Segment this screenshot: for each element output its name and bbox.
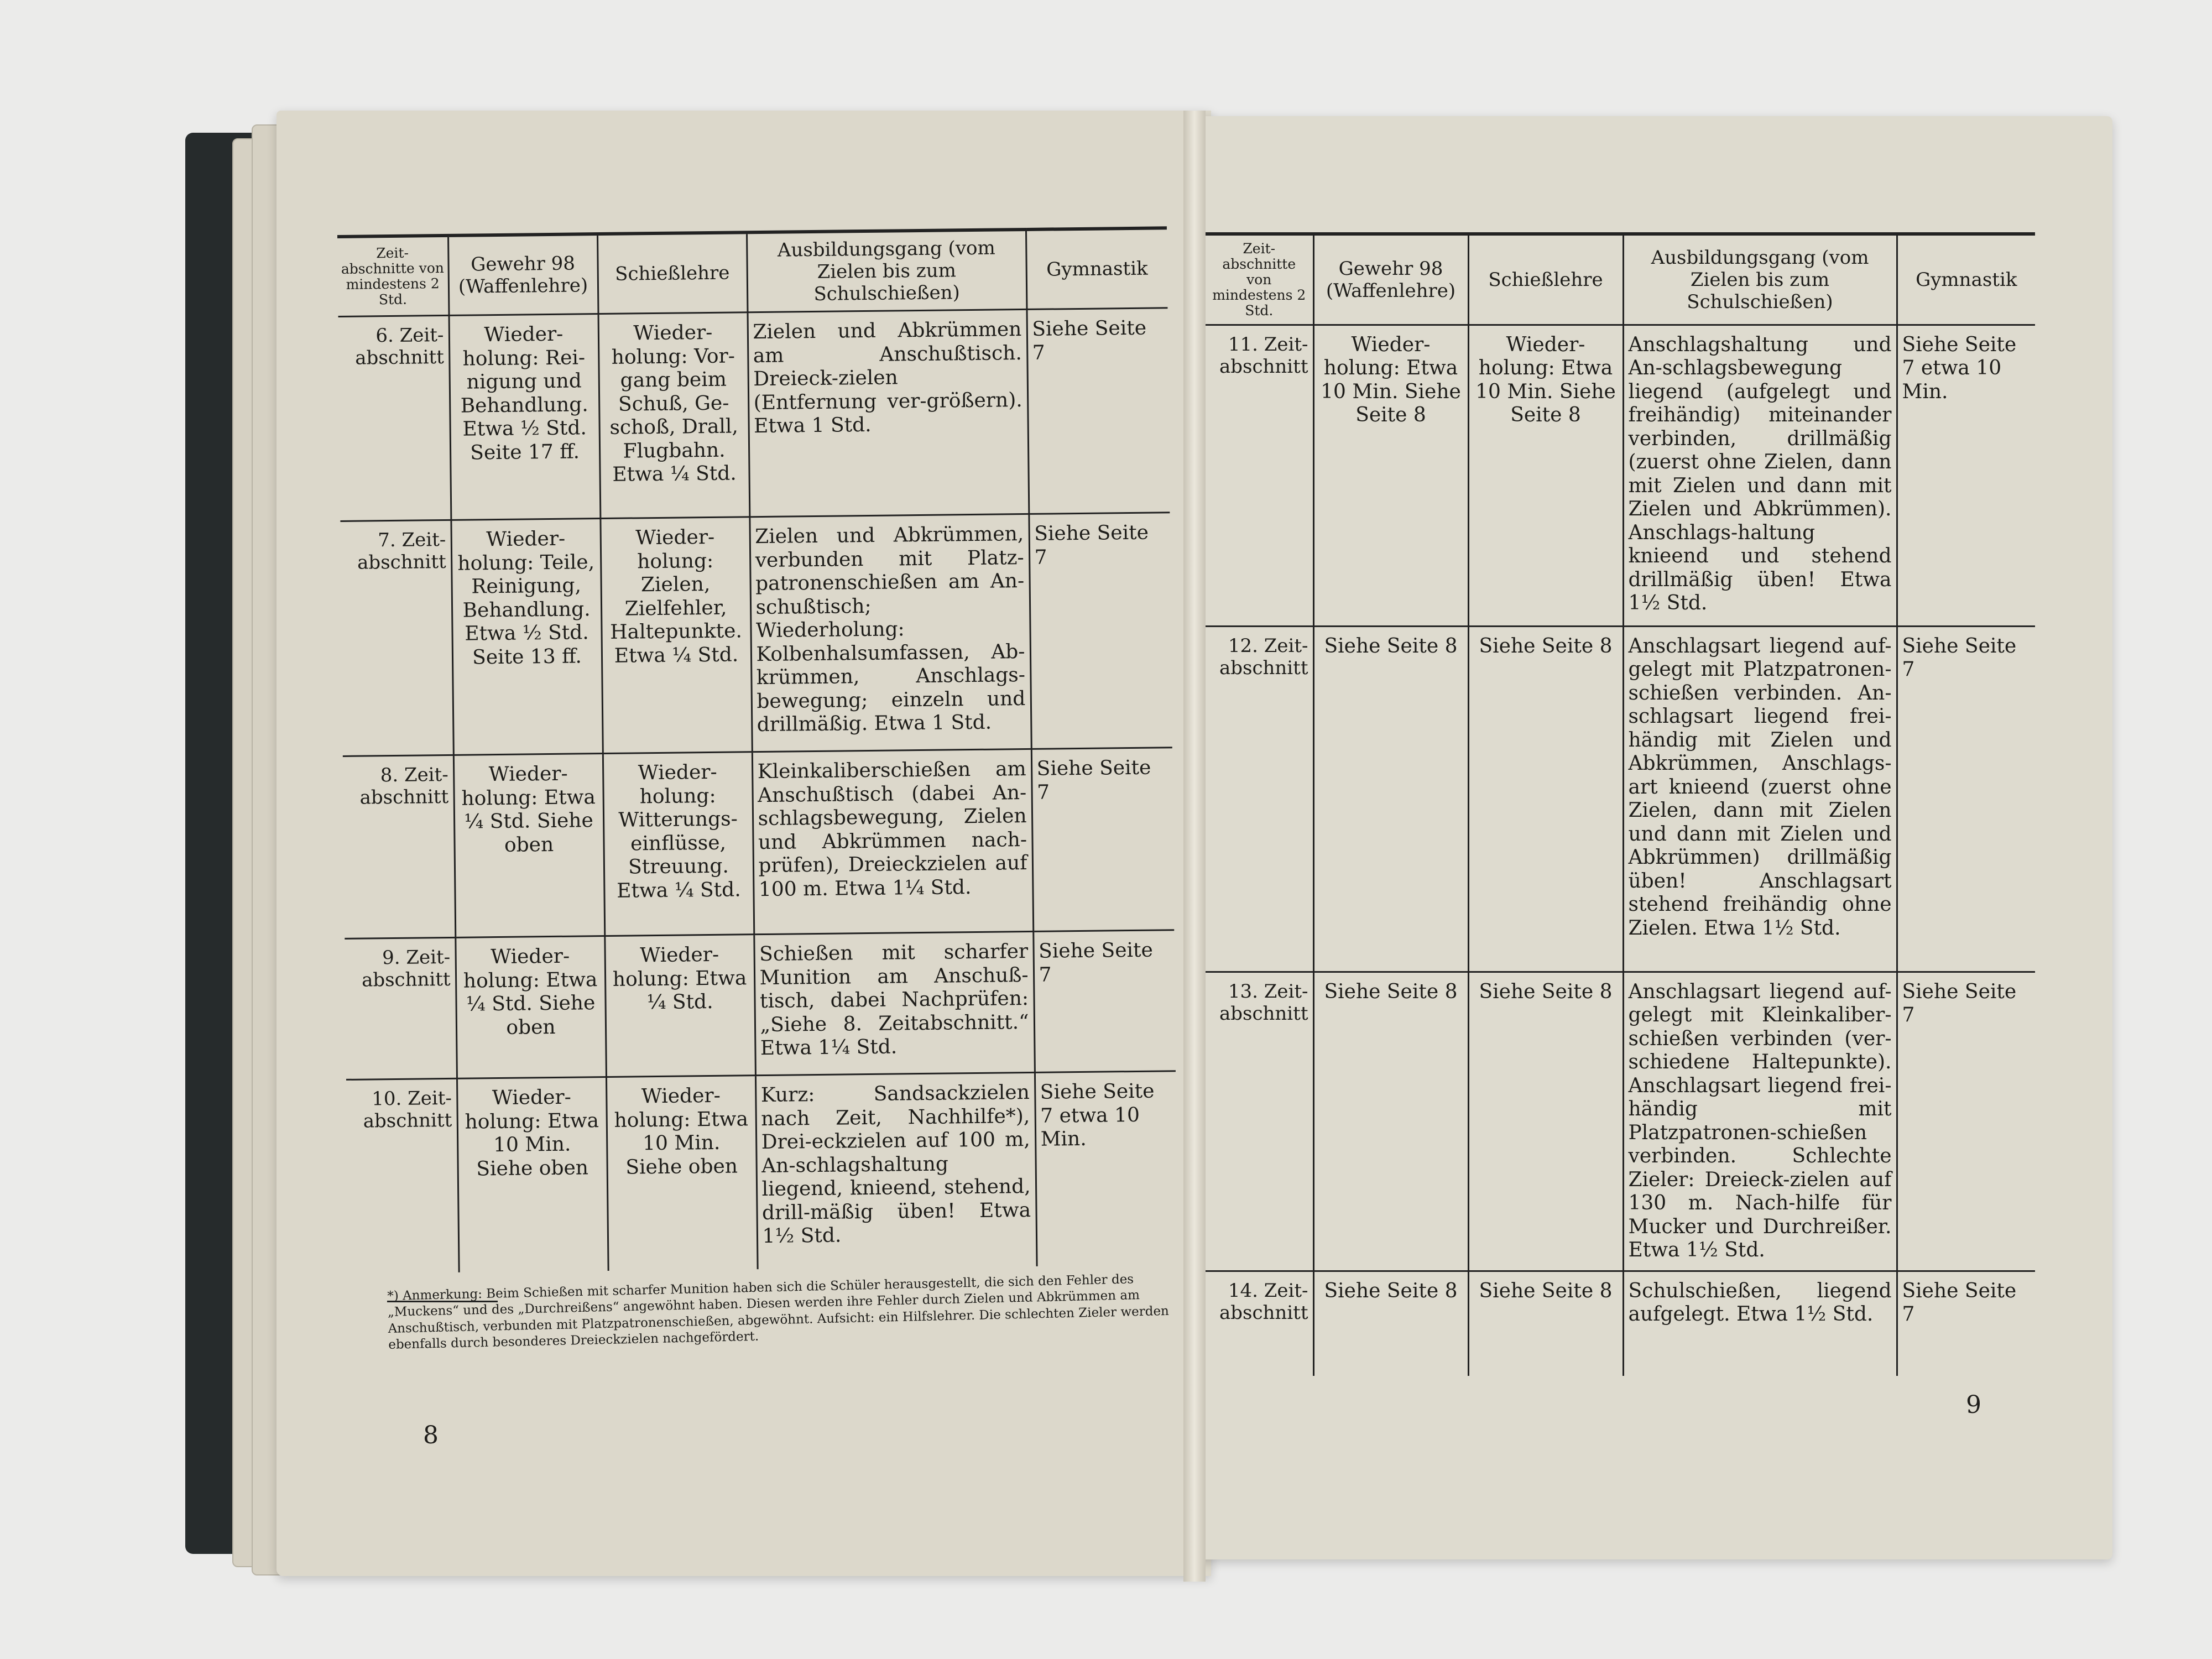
book-gutter <box>1183 111 1206 1582</box>
shooting-cell: Wieder-holung: Etwa 10 Min. Siehe oben <box>606 1076 758 1271</box>
left-schedule-table <box>337 226 1178 1273</box>
table-row <box>340 513 1172 757</box>
rifle-cell: Wieder-holung: Teile, Reinigung, Behandlung. Etwa ½ Std. Seite 13 ff. <box>451 519 602 755</box>
period-cell: 11. Zeit-abschnitt <box>1206 325 1313 627</box>
right-schedule-table <box>1206 232 2035 1376</box>
gym-cell: Siehe Seite 7 <box>1897 627 2035 972</box>
period-cell: 14. Zeit-abschnitt <box>1206 1271 1313 1376</box>
shooting-cell: Wieder-holung: Zielen, Zielfehler, Haltepunkte. Etwa ¼ Std. <box>600 517 752 754</box>
table-header-row <box>1206 234 2035 325</box>
gym-cell: Siehe Seite 7 <box>1033 930 1176 1073</box>
table-row <box>1206 1271 2035 1376</box>
rifle-cell: Siehe Seite 8 <box>1313 1271 1468 1376</box>
gym-cell: Siehe Seite 7 <box>1897 972 2035 1271</box>
header-period: Zeit-abschnitte von mindestens 2 Std. <box>337 236 449 317</box>
shooting-cell: Siehe Seite 8 <box>1468 972 1623 1271</box>
rifle-cell: Wieder-holung: Etwa ¼ Std. Siehe oben <box>455 936 606 1079</box>
gym-cell: Siehe Seite 7 etwa 10 Min. <box>1897 325 2035 627</box>
shooting-cell: Wieder-holung: Etwa 10 Min. Siehe Seite 8 <box>1468 325 1623 627</box>
course-cell: Schießen mit scharfer Munition am Anschuß-tisch, dabei Nachprüfen: „Siehe 8. Zeitabschnitt.“ Etwa 1¼ Std. <box>754 932 1035 1076</box>
period-cell: 8. Zeit-abschnitt <box>343 755 455 939</box>
shooting-cell: Siehe Seite 8 <box>1468 627 1623 972</box>
shooting-cell: Wieder-holung: Etwa ¼ Std. <box>604 935 755 1077</box>
period-cell: 12. Zeit-abschnitt <box>1206 627 1313 972</box>
course-cell: Kurz: Sandsackzielen nach Zeit, Nachhilfe*), Drei-eckzielen auf 100 m, An-schlagshaltung liegend, knieend, stehend, drill-mäßig üben! Etwa 1½ Std. <box>755 1073 1037 1269</box>
gym-cell: Siehe Seite 7 <box>1031 748 1174 932</box>
header-course: Ausbildungsgang (vom Zielen bis zum Schulschießen) <box>1623 234 1897 325</box>
rifle-cell: Siehe Seite 8 <box>1313 627 1468 972</box>
course-cell: Anschlagshaltung und An-schlagsbewegung liegend (aufgelegt und freihändig) miteinander verbinden, drillmäßig (zuerst ohne Zielen, dann mit Zielen und dann mit Zielen und Abkrümmen). Anschlags-haltung knieend und stehend drillmäßig üben! Etwa 1½ Std. <box>1623 325 1897 627</box>
header-course: Ausbildungsgang (vom Zielen bis zum Schulschießen) <box>747 229 1026 312</box>
page-number-left: 8 <box>423 1421 439 1449</box>
header-rifle: Gewehr 98 (Waffenlehre) <box>448 234 598 316</box>
table-header-row <box>337 228 1167 317</box>
table-row <box>345 930 1176 1080</box>
table-row <box>1206 972 2035 1271</box>
gym-cell: Siehe Seite 7 <box>1029 513 1172 749</box>
course-cell: Kleinkaliberschießen am Anschußtisch (dabei An-schlagsbewegung, Zielen und Abkrümmen nach-prüfen), Dreieckzielen auf 100 m. Etwa 1¼ Std. <box>752 749 1033 935</box>
table-row <box>338 308 1170 521</box>
period-cell: 6. Zeit-abschnitt <box>338 316 451 521</box>
header-gym: Gymnastik <box>1026 228 1168 309</box>
header-period: Zeit-abschnitte von mindestens 2 Std. <box>1206 234 1313 325</box>
period-cell: 7. Zeit-abschnitt <box>340 520 453 757</box>
table-row <box>1206 627 2035 972</box>
table-row <box>346 1071 1178 1274</box>
shooting-cell: Wieder-holung: Witterungs-einflüsse, Streuung. Etwa ¼ Std. <box>603 752 754 936</box>
period-cell: 10. Zeit-abschnitt <box>346 1079 459 1274</box>
rifle-cell: Wieder-holung: Etwa 10 Min. Siehe Seite 8 <box>1313 325 1468 627</box>
course-cell: Zielen und Abkrümmen am Anschußtisch. Dreieck-zielen (Entfernung ver-größern). Etwa 1 Std. <box>748 310 1029 517</box>
course-cell: Anschlagsart liegend auf-gelegt mit Kleinkaliber-schießen verbinden (ver-schiedene Haltepunkte). Anschlagsart liegend frei-händig mit Platzpatronen-schießen verbinden. Schlechte Zieler: Dreieck-zielen auf 130 m. Nach-hilfe für Mucker und Durchreißer. Etwa 1½ Std. <box>1623 972 1897 1271</box>
course-cell: Zielen und Abkrümmen, verbunden mit Platz-patronenschießen am An-schußtisch; Wiederholung: Kolbenhalsumfassen, Ab-krümmen, Anschlags-bewegung; einzeln und drillmäßig. Etwa 1 Std. <box>749 514 1031 752</box>
header-rifle: Gewehr 98 (Waffenlehre) <box>1313 234 1468 325</box>
footnote: *) Anmerkung: Beim Schießen mit scharfer Munition haben sich die Schüler herausgestellt, die sich den Fehler des „Muckens“ und des „Durchreißens“ angewöhnt haben. Diesen werden ihre Fehler durch Zielen und Abkrümmen am Anschußtisch, verbunden mit Platzpatronenschießen, abgewöhnt. Aufsicht: ein Hilfslehrer. Die schlechten Zieler werden ebenfalls durch besonderes Dreieckzielen nachgefördert. <box>387 1272 1170 1353</box>
page-number-right: 9 <box>1966 1391 1981 1419</box>
rifle-cell: Siehe Seite 8 <box>1313 972 1468 1271</box>
rifle-cell: Wieder-holung: Etwa ¼ Std. Siehe oben <box>453 754 604 938</box>
gym-cell: Siehe Seite 7 <box>1026 308 1170 514</box>
course-cell: Anschlagsart liegend auf-gelegt mit Platzpatronen-schießen verbinden. An-schlagsart liegend frei-händig mit Zielen und Abkrümmen, Anschlags-art knieend (zuerst ohne Zielen, dann mit Zielen und dann mit Zielen und Abkrümmen) drillmäßig üben! Anschlagsart stehend freihändig ohne Zielen. Etwa 1½ Std. <box>1623 627 1897 972</box>
gym-cell: Siehe Seite 7 etwa 10 Min. <box>1035 1071 1178 1266</box>
rifle-cell: Wieder-holung: Etwa 10 Min. Siehe oben <box>457 1077 608 1272</box>
shooting-cell: Wieder-holung: Vor-gang beim Schuß, Ge-schoß, Drall, Flugbahn. Etwa ¼ Std. <box>598 312 750 519</box>
course-cell: Schulschießen, liegend aufgelegt. Etwa 1½ Std. <box>1623 1271 1897 1376</box>
table-row <box>343 748 1174 939</box>
gym-cell: Siehe Seite 7 <box>1897 1271 2035 1376</box>
period-cell: 9. Zeit-abschnitt <box>345 938 457 1080</box>
header-shooting: Schießlehre <box>597 232 748 314</box>
header-shooting: Schießlehre <box>1468 234 1623 325</box>
header-gym: Gymnastik <box>1897 234 2035 325</box>
table-row <box>1206 325 2035 627</box>
period-cell: 13. Zeit-abschnitt <box>1206 972 1313 1271</box>
rifle-cell: Wieder-holung: Rei-nigung und Behandlung. Etwa ½ Std. Seite 17 ff. <box>449 314 601 520</box>
shooting-cell: Siehe Seite 8 <box>1468 1271 1623 1376</box>
